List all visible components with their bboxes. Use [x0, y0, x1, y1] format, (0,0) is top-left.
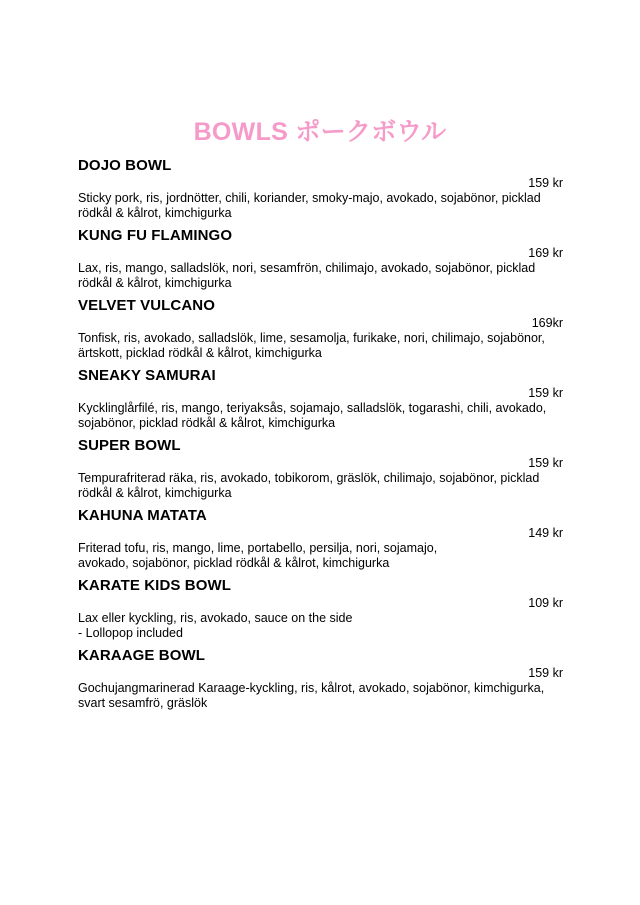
item-description: Friterad tofu, ris, mango, lime, portabello, persilja, nori, sojamajo, avokado, sojabönor, picklad rödkål & kålrot, kimchigurka — [78, 541, 438, 570]
item-price: 159 kr — [528, 666, 563, 680]
menu-item-kahuna-matata — [78, 507, 564, 577]
item-name: KUNG FU FLAMINGO — [78, 227, 233, 244]
item-name: KARATE KIDS BOWL — [78, 577, 231, 594]
item-description: Kycklinglårfilé, ris, mango, teriyaksås, sojamajo, salladslök, togarashi, chili, avokado, sojabönor, picklad rödkål & kålrot, kimchigurka — [78, 401, 547, 430]
item-name: KARAAGE BOWL — [78, 647, 206, 664]
menu-list — [78, 157, 564, 717]
item-description: Lax eller kyckling, ris, avokado, sauce on the side - Lollopop included — [78, 611, 353, 640]
menu-item-super-bowl — [78, 437, 564, 507]
item-price: 159 kr — [528, 386, 563, 400]
item-name: DOJO BOWL — [78, 157, 172, 174]
item-price: 149 kr — [528, 526, 563, 540]
menu-item-sneaky-samurai — [78, 367, 564, 437]
menu-item-karaage-bowl — [78, 647, 564, 717]
item-price: 169kr — [531, 316, 563, 330]
item-name: SUPER BOWL — [78, 437, 181, 454]
menu-item-velvet-vulcano — [78, 297, 564, 367]
item-description: Tempurafriterad räka, ris, avokado, tobikorom, gräslök, chilimajo, sojabönor, picklad rödkål & kålrot, kimchigurka — [78, 471, 540, 500]
item-price: 159 kr — [528, 176, 563, 190]
page-title: BOWLS ポークボウル — [193, 118, 447, 146]
item-price: 109 kr — [528, 596, 563, 610]
menu-item-dojo-bowl — [78, 157, 564, 227]
item-description: Sticky pork, ris, jordnötter, chili, koriander, smoky-majo, avokado, sojabönor, picklad rödkål & kålrot, kimchigurka — [78, 191, 541, 220]
item-description: Lax, ris, mango, salladslök, nori, sesamfrön, chilimajo, avokado, sojabönor, picklad rödkål & kålrot, kimchigurka — [78, 261, 536, 290]
item-price: 169 kr — [528, 246, 563, 260]
item-price: 159 kr — [528, 456, 563, 470]
item-name: SNEAKY SAMURAI — [78, 367, 216, 384]
item-description: Gochujangmarinerad Karaage-kyckling, ris, kålrot, avokado, sojabönor, kimchigurka, svart sesamfrö, gräslök — [78, 681, 545, 710]
menu-item-kung-fu-flamingo — [78, 227, 564, 297]
item-name: VELVET VULCANO — [78, 297, 215, 314]
menu-item-karate-kids-bowl — [78, 577, 564, 647]
item-name: KAHUNA MATATA — [78, 507, 207, 524]
item-description: Tonfisk, ris, avokado, salladslök, lime, sesamolja, furikake, nori, chilimajo, sojabönor, ärtskott, picklad rödkål & kålrot, kimchigurka — [78, 331, 545, 360]
